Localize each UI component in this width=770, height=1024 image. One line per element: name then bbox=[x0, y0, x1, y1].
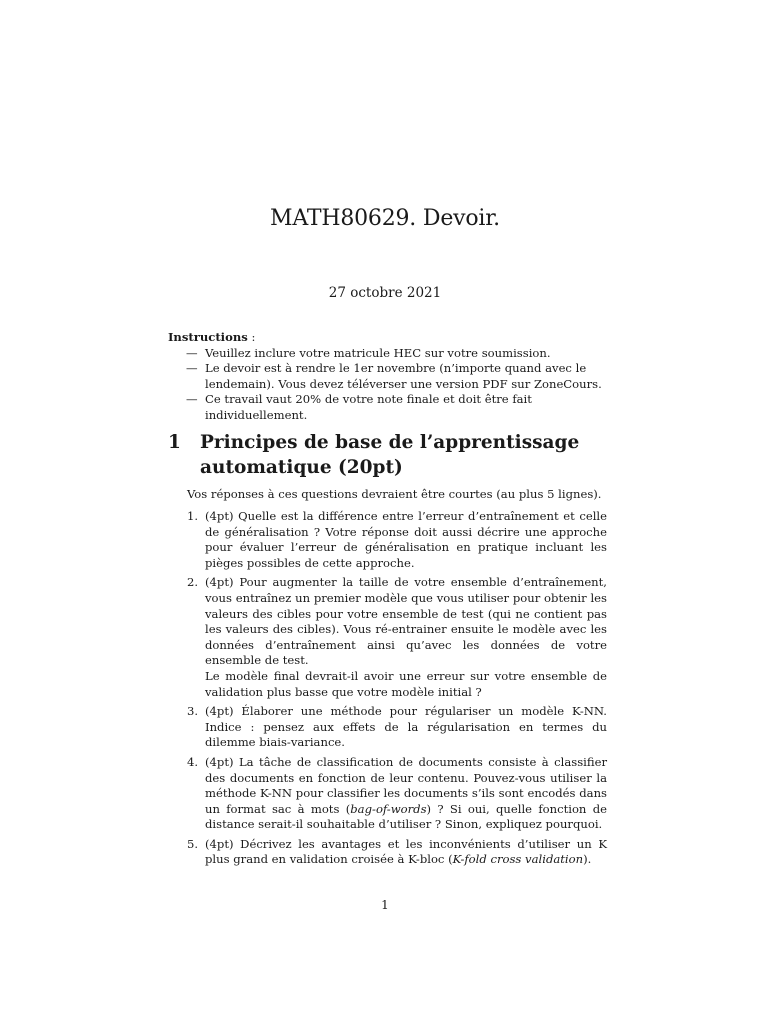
question-text-continued: Le modèle final devrait-il avoir une erreur sur votre ensemble de validation plus basse que votre modèle initial ? bbox=[205, 668, 607, 699]
section-intro: Vos réponses à ces questions devraient être courtes (au plus 5 lignes). bbox=[187, 487, 602, 501]
section-title: Principes de base de l’apprentissage automatique (20pt) bbox=[200, 432, 580, 478]
question-text: (4pt) Quelle est la différence entre l’erreur d’entraînement et celle de généralisation ? Votre réponse doit aussi décrire une approche pour évaluer l’erreur de généralisation en pratique incluant les pièges possibles de cette approche. bbox=[205, 509, 607, 570]
question-number: 1. bbox=[187, 509, 199, 523]
instruction-dash: — bbox=[186, 361, 198, 376]
document-date: 27 octobre 2021 bbox=[328, 285, 442, 301]
instruction-item bbox=[168, 361, 608, 392]
question-item bbox=[187, 575, 607, 700]
question-number: 2. bbox=[187, 575, 199, 590]
instruction-text: Veuillez inclure votre matricule HEC sur votre soumission. bbox=[205, 345, 551, 360]
section-number: 1 bbox=[168, 432, 181, 453]
question-text-part: ) ? Si oui, quelle fonction de distance serait-il souhaitable d’utiliser ? Sinon, expliquez pourquoi. bbox=[205, 801, 607, 832]
question-text bbox=[205, 837, 607, 867]
instructions-heading bbox=[168, 330, 608, 346]
page-number: 1 bbox=[381, 898, 389, 912]
question-list bbox=[187, 509, 607, 872]
document-title: MATH80629. Devoir. bbox=[270, 206, 500, 231]
question-number: 4. bbox=[187, 754, 199, 769]
question-text: (4pt) Élaborer une méthode pour régulariser un modèle K-NN. Indice : pensez aux effets de la régularisation en termes du dilemme biais-variance. bbox=[205, 704, 607, 750]
question-text-part: (4pt) La tâche de classification de documents consiste à classifier des documents en fonction de leur contenu. Pouvez-vous utiliser la méthode K-NN pour classifier les documents s’ils sont encodés dans un format sac à mots ( bbox=[205, 754, 607, 816]
instruction-text: Le devoir est à rendre le 1er novembre (n’importe quand avec le lendemain). Vous devez téléverser une version PDF sur ZoneCours. bbox=[205, 361, 602, 391]
instruction-item bbox=[168, 392, 608, 423]
question-number: 5. bbox=[187, 836, 199, 851]
question-item bbox=[187, 509, 607, 571]
instruction-dash: — bbox=[186, 345, 198, 360]
instructions-heading-label: Instructions bbox=[168, 330, 248, 344]
instructions-block bbox=[168, 330, 608, 424]
question-emphasis: bag-of-words bbox=[350, 801, 427, 816]
question-item bbox=[187, 755, 607, 833]
question-item bbox=[187, 837, 607, 868]
section-heading bbox=[168, 430, 608, 480]
question-text-part: ). bbox=[583, 852, 592, 867]
question-text-part: (4pt) Décrivez les avantages et les inconvénients d’utiliser un K plus grand en validation croisée à K-bloc ( bbox=[205, 836, 607, 867]
question-emphasis: K-fold cross validation bbox=[452, 852, 584, 867]
question-text bbox=[205, 755, 607, 831]
instruction-dash: — bbox=[186, 392, 198, 407]
instruction-text: Ce travail vaut 20% de votre note finale et doit être fait individuellement. bbox=[205, 392, 532, 422]
instructions-heading-colon: : bbox=[247, 330, 256, 344]
question-number: 3. bbox=[187, 704, 199, 719]
question-text: (4pt) Pour augmenter la taille de votre ensemble d’entraînement, vous entraînez un premier modèle que vous utiliser pour obtenir les valeurs des cibles pour votre ensemble de test (qui ne contient pas les valeurs des cibles). Vous ré-entrainer ensuite le modèle avec les données d’entraînement ainsi qu’avec les données de votre ensemble de test. bbox=[205, 575, 607, 668]
question-item bbox=[187, 704, 607, 751]
instruction-item bbox=[168, 346, 608, 362]
